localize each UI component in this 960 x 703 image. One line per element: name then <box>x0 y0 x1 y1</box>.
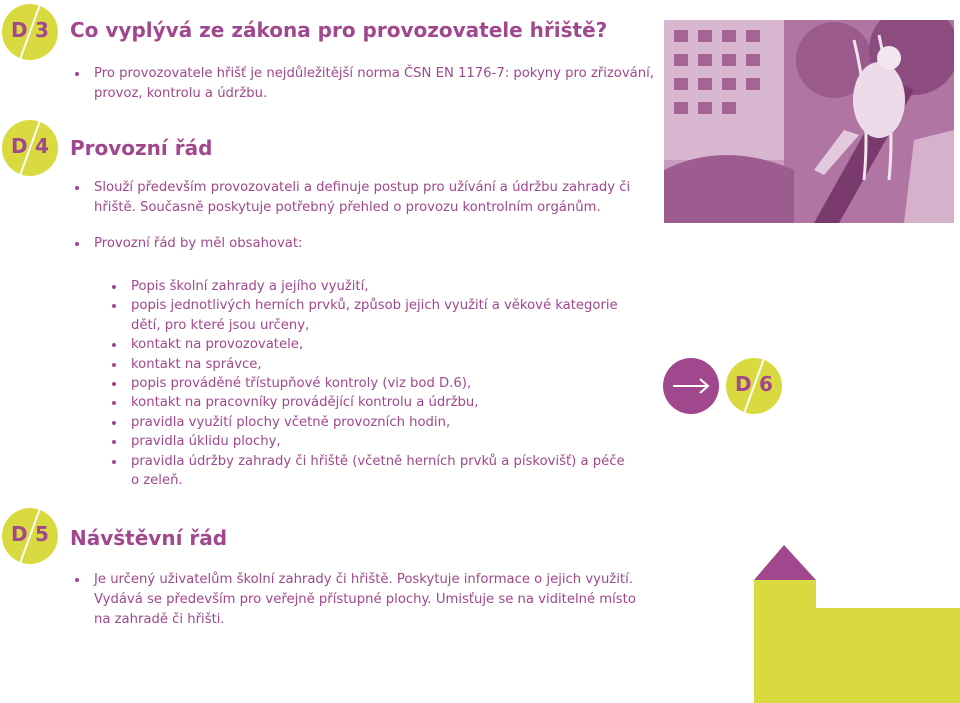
badge-number: 6 <box>759 372 773 396</box>
badge-number: 3 <box>35 18 49 42</box>
badge-letter: D <box>11 134 28 158</box>
list-item: pravidla údržby zahrady či hřiště (včetně herních prvků a pískovišť) a péče o zeleň. <box>109 452 629 491</box>
sub-list-d4 <box>109 277 629 490</box>
section-title-d3: Co vyplývá ze zákona pro provozovatele hřiště? <box>70 18 608 42</box>
list-item: Slouží především provozovateli a definuje postup pro užívání a údržbu zahrady či hřiště. Současně poskytuje potřebný přehled o provozu kontrolním orgánům. <box>72 178 652 218</box>
list-item: Provozní řád by měl obsahovat: <box>72 234 652 254</box>
bullet-list-d3 <box>72 64 672 104</box>
bullet-list-d5 <box>72 570 647 630</box>
list-item: Pro provozovatele hřišť je nejdůležitější norma ČSN EN 1176-7: pokyny pro zřizování, provoz, kontrolu a údržbu. <box>72 64 672 104</box>
playground-photo <box>664 20 954 223</box>
section-badge-d3 <box>2 4 58 60</box>
section-badge-d4 <box>2 120 58 176</box>
list-item: kontakt na správce, <box>109 355 629 374</box>
badge-letter: D <box>11 18 28 42</box>
reference-arrow-button[interactable] <box>663 358 719 414</box>
badge-number: 4 <box>35 134 49 158</box>
list-item: popis jednotlivých herních prvků, způsob jejich využití a věkové kategorie dětí, pro které jsou určeny, <box>109 296 629 335</box>
list-item: kontakt na provozovatele, <box>109 335 629 354</box>
badge-letter: D <box>11 522 28 546</box>
list-item: Popis školní zahrady a jejího využití, <box>109 277 629 296</box>
reference-badge-d6[interactable] <box>726 358 782 414</box>
house-decoration <box>754 545 960 703</box>
section-title-d4: Provozní řád <box>70 136 213 160</box>
playground-photo-illustration <box>664 20 954 223</box>
badge-letter: D <box>735 372 752 396</box>
section-title-d5: Návštěvní řád <box>70 526 228 550</box>
list-item: kontakt na pracovníky provádějící kontrolu a údržbu, <box>109 393 629 412</box>
long-right-arrow-icon <box>663 358 719 414</box>
list-item: Je určený uživatelům školní zahrady či hřiště. Poskytuje informace o jejich využití. Vydává se především pro veřejně přístupné plochy. Umisťuje se na viditelné místo na zahradě či hřišti. <box>72 570 647 630</box>
list-item: popis prováděné třístupňové kontroly (viz bod D.6), <box>109 374 629 393</box>
section-badge-d5 <box>2 508 58 564</box>
list-item: pravidla úklidu plochy, <box>109 432 629 451</box>
list-item: pravidla využití plochy včetně provozních hodin, <box>109 413 629 432</box>
badge-number: 5 <box>35 522 49 546</box>
bullet-list-d4 <box>72 178 652 254</box>
